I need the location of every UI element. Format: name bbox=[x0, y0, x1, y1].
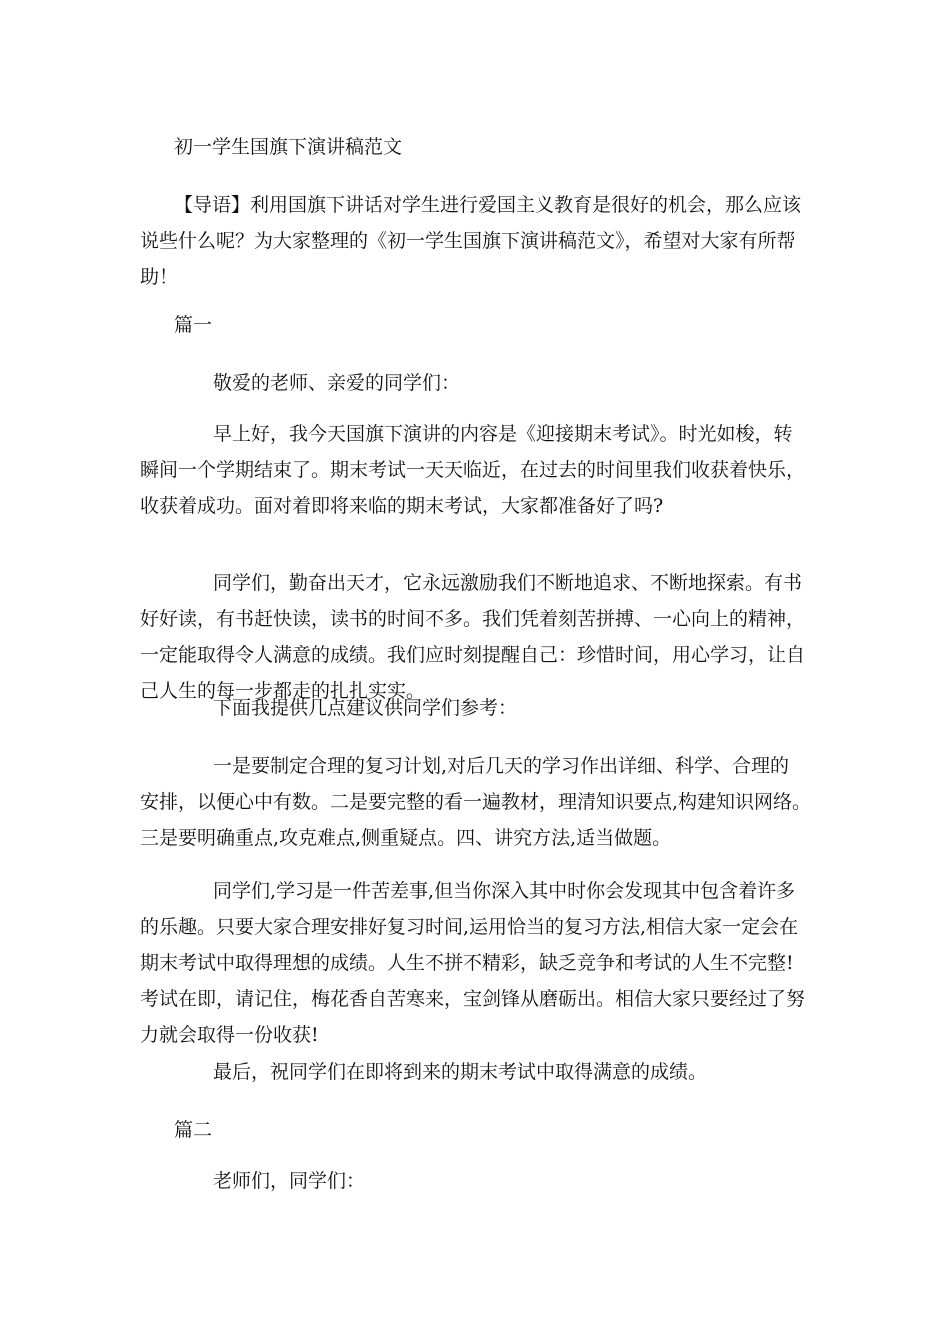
intro-line: 说些什么呢？为大家整理的《初一学生国旗下演讲稿范文》，希望对大家有所帮 bbox=[140, 230, 796, 252]
paragraph-line: 最后，祝同学们在即将到来的期末考试中取得满意的成绩。 bbox=[213, 1061, 708, 1083]
paragraph-line: 同学们,学习是一件苦差事,但当你深入其中时你会发现其中包含着许多 bbox=[213, 880, 796, 902]
intro-line: 助！ bbox=[140, 266, 179, 288]
paragraph-5 bbox=[140, 873, 805, 1053]
paragraph-1 bbox=[140, 416, 805, 524]
greeting-1 bbox=[140, 365, 460, 401]
paragraph-line: 力就会取得一份收获! bbox=[140, 1024, 319, 1046]
paragraph-line: 瞬间一个学期结束了。期末考试一天天临近，在过去的时间里我们收获着快乐， bbox=[140, 459, 806, 481]
paragraph-line: 早上好，我今天国旗下演讲的内容是《迎接期末考试》。时光如梭，转 bbox=[213, 423, 793, 445]
section-heading-2: 篇二 bbox=[174, 1119, 213, 1141]
paragraph-2 bbox=[140, 565, 805, 709]
intro-line: 【导语】利用国旗下讲话对学生进行爱国主义教育是很好的机会，那么应该 bbox=[174, 194, 802, 216]
greeting-line: 敬爱的老师、亲爱的同学们： bbox=[213, 372, 461, 394]
paragraph-line: 考试在即，请记住，梅花香自苦寒来，宝剑锋从磨砺出。相信大家只要经过了努 bbox=[140, 988, 806, 1010]
paragraph-line: 的乐趣。只要大家合理安排好复习时间,运用恰当的复习方法,相信大家一定会在 bbox=[140, 916, 799, 938]
paragraph-4 bbox=[140, 748, 811, 856]
paragraph-line: 己人生的每一步都走的扎扎实实。 bbox=[140, 680, 426, 702]
paragraph-3 bbox=[140, 690, 517, 726]
paragraph-6 bbox=[140, 1054, 707, 1090]
paragraph-line: 一是要制定合理的复习计划,对后几天的学习作出详细、科学、合理的 bbox=[213, 755, 790, 777]
intro-paragraph bbox=[140, 187, 801, 295]
paragraph-line: 收获着成功。面对着即将来临的期末考试，大家都准备好了吗? bbox=[140, 495, 664, 517]
greeting-line: 老师们，同学们： bbox=[213, 1170, 366, 1192]
section-heading-1: 篇一 bbox=[174, 314, 213, 336]
document-title: 初一学生国旗下演讲稿范文 bbox=[174, 136, 403, 158]
paragraph-line: 下面我提供几点建议供同学们参考： bbox=[213, 697, 518, 719]
paragraph-line: 期末考试中取得理想的成绩。人生不拼不精彩，缺乏竞争和考试的人生不完整! bbox=[140, 952, 794, 974]
greeting-2 bbox=[140, 1163, 365, 1199]
paragraph-line: 安排，以便心中有数。二是要完整的看一遍教材，理清知识要点,构建知识网络。 bbox=[140, 791, 812, 813]
paragraph-line: 好好读，有书赶快读，读书的时间不多。我们凭着刻苦拼搏、一心向上的精神， bbox=[140, 608, 806, 630]
paragraph-line: 一定能取得令人满意的成绩。我们应时刻提醒自己：珍惜时间，用心学习，让自 bbox=[140, 644, 806, 666]
paragraph-line: 同学们，勤奋出天才，它永远激励我们不断地追求、不断地探索。有书 bbox=[213, 572, 803, 594]
paragraph-line: 三是要明确重点,攻克难点,侧重疑点。四、讲究方法,适当做题。 bbox=[140, 827, 672, 849]
